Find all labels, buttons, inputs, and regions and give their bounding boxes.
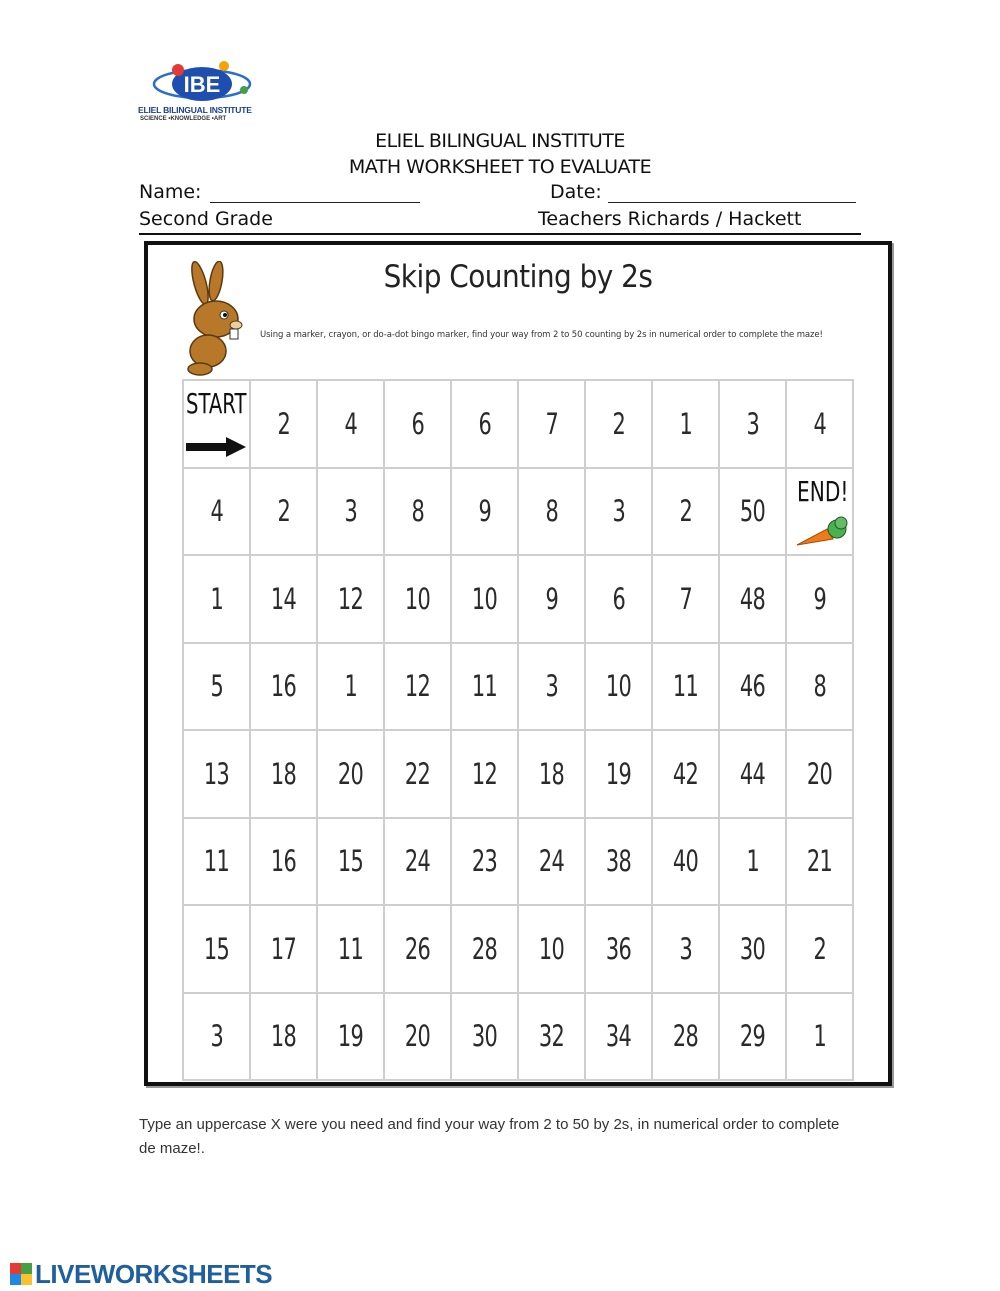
arrow-right-icon: [186, 437, 246, 457]
cell-number: 44: [739, 756, 766, 791]
maze-cell[interactable]: [250, 818, 317, 906]
maze-cell[interactable]: [585, 993, 652, 1081]
cell-number: 3: [679, 931, 692, 966]
cell-number: 20: [337, 756, 364, 791]
maze-cell[interactable]: [317, 905, 384, 993]
maze-cell[interactable]: [518, 818, 585, 906]
liveworksheets-logo-icon: [10, 1263, 32, 1285]
cell-number: 5: [210, 669, 223, 704]
maze-cell[interactable]: [585, 555, 652, 643]
institute-title: ELIEL BILINGUAL INSTITUTE: [375, 130, 625, 152]
maze-cell[interactable]: [317, 818, 384, 906]
maze-cell[interactable]: [719, 993, 786, 1081]
cell-number: 18: [538, 756, 565, 791]
cell-number: 20: [404, 1019, 431, 1054]
maze-cell[interactable]: [250, 555, 317, 643]
cell-number: 20: [806, 756, 833, 791]
maze-cell[interactable]: [250, 905, 317, 993]
end-cell[interactable]: [786, 468, 853, 556]
cell-number: 10: [538, 931, 565, 966]
cell-number: 10: [404, 581, 431, 616]
maze-cell[interactable]: [719, 468, 786, 556]
maze-row: [183, 380, 853, 468]
cell-number: 28: [672, 1019, 699, 1054]
cell-number: 18: [270, 1019, 297, 1054]
cell-number: 21: [806, 844, 833, 879]
cell-number: 2: [813, 931, 826, 966]
cell-number: 17: [270, 931, 297, 966]
maze-cell[interactable]: [585, 730, 652, 818]
maze-cell[interactable]: [786, 905, 853, 993]
maze-cell[interactable]: [317, 555, 384, 643]
maze-row: [183, 905, 853, 993]
maze-cell[interactable]: [250, 468, 317, 556]
maze-cell[interactable]: [451, 643, 518, 731]
maze-cell[interactable]: [384, 818, 451, 906]
cell-number: 24: [538, 844, 565, 879]
cell-number: 7: [545, 406, 558, 441]
maze-cell[interactable]: [183, 468, 250, 556]
cell-number: 4: [813, 406, 826, 441]
cell-number: 18: [270, 756, 297, 791]
cell-number: 15: [203, 931, 230, 966]
maze-title: Skip Counting by 2s: [383, 259, 653, 295]
teachers-label: Teachers Richards / Hackett: [538, 208, 802, 230]
cell-number: 13: [203, 756, 230, 791]
brand-text: LIVEWORKSHEETS: [35, 1258, 273, 1289]
maze-row: [183, 993, 853, 1081]
maze-cell[interactable]: [719, 905, 786, 993]
maze-row: [183, 468, 853, 556]
maze-cell[interactable]: [518, 730, 585, 818]
maze-cell[interactable]: [250, 993, 317, 1081]
logo-tagline: SCIENCE •KNOWLEDGE •ART: [140, 116, 227, 122]
maze-cell[interactable]: [183, 905, 250, 993]
cell-number: 8: [411, 494, 424, 529]
maze-worksheet: [144, 241, 892, 1086]
maze-cell[interactable]: [719, 555, 786, 643]
maze-cell[interactable]: [317, 993, 384, 1081]
cell-number: 1: [210, 581, 223, 616]
maze-cell[interactable]: [317, 380, 384, 468]
cell-number: 3: [344, 494, 357, 529]
cell-number: 48: [739, 581, 766, 616]
maze-cell[interactable]: [384, 643, 451, 731]
end-label: END!: [797, 474, 849, 508]
maze-cell[interactable]: [250, 380, 317, 468]
maze-cell[interactable]: [451, 818, 518, 906]
carrot-icon: [793, 515, 851, 551]
ibe-emblem-icon: [150, 60, 256, 104]
maze-cell[interactable]: [451, 468, 518, 556]
maze-cell[interactable]: [317, 730, 384, 818]
cell-number: 6: [612, 581, 625, 616]
cell-number: 3: [612, 494, 625, 529]
cell-number: 38: [605, 844, 632, 879]
cell-number: 30: [739, 931, 766, 966]
institute-logo: [138, 60, 268, 128]
maze-cell[interactable]: [652, 380, 719, 468]
cell-number: 10: [471, 581, 498, 616]
cell-number: 4: [344, 406, 357, 441]
maze-cell[interactable]: [719, 730, 786, 818]
cell-number: 24: [404, 844, 431, 879]
cell-number: 2: [277, 494, 290, 529]
cell-number: 1: [746, 844, 759, 879]
liveworksheets-brand[interactable]: [10, 1258, 273, 1289]
maze-cell[interactable]: [518, 905, 585, 993]
name-label: Name:: [139, 181, 202, 203]
logo-name: ELIEL BILINGUAL INSTITUTE: [138, 105, 252, 115]
cell-number: 3: [210, 1019, 223, 1054]
maze-row: [183, 555, 853, 643]
maze-cell[interactable]: [719, 643, 786, 731]
cell-number: 12: [404, 669, 431, 704]
cell-number: 6: [411, 406, 424, 441]
cell-number: 34: [605, 1019, 632, 1054]
cell-number: 6: [478, 406, 491, 441]
cell-number: 2: [679, 494, 692, 529]
maze-cell[interactable]: [384, 905, 451, 993]
maze-cell[interactable]: [786, 730, 853, 818]
maze-cell[interactable]: [652, 730, 719, 818]
maze-cell[interactable]: [250, 643, 317, 731]
maze-row: [183, 643, 853, 731]
maze-cell[interactable]: [786, 818, 853, 906]
cell-number: 1: [344, 669, 357, 704]
maze-cell[interactable]: [183, 818, 250, 906]
cell-number: 32: [538, 1019, 565, 1054]
maze-cell[interactable]: [652, 555, 719, 643]
maze-cell[interactable]: [384, 730, 451, 818]
cell-number: 12: [471, 756, 498, 791]
maze-cell[interactable]: [183, 730, 250, 818]
cell-number: 11: [337, 931, 364, 966]
cell-number: 26: [404, 931, 431, 966]
cell-number: 1: [679, 406, 692, 441]
grade-label: Second Grade: [139, 208, 273, 230]
cell-number: 14: [270, 581, 297, 616]
maze-cell[interactable]: [652, 643, 719, 731]
maze-cell[interactable]: [652, 993, 719, 1081]
cell-number: 3: [746, 406, 759, 441]
maze-grid: [182, 379, 854, 1081]
cell-number: 2: [277, 406, 290, 441]
maze-cell[interactable]: [518, 380, 585, 468]
cell-number: 15: [337, 844, 364, 879]
worksheet-title: MATH WORKSHEET TO EVALUATE: [348, 156, 652, 178]
cell-number: 50: [739, 494, 766, 529]
maze-cell[interactable]: [183, 993, 250, 1081]
maze-cell[interactable]: [384, 555, 451, 643]
maze-cell[interactable]: [652, 905, 719, 993]
maze-cell[interactable]: [183, 643, 250, 731]
maze-cell[interactable]: [384, 380, 451, 468]
maze-cell[interactable]: [451, 993, 518, 1081]
maze-cell[interactable]: [518, 643, 585, 731]
maze-cell[interactable]: [719, 380, 786, 468]
cell-number: 11: [672, 669, 699, 704]
maze-cell[interactable]: [585, 905, 652, 993]
maze-cell[interactable]: [451, 730, 518, 818]
date-label: Date:: [550, 181, 602, 203]
cell-number: 19: [605, 756, 632, 791]
maze-cell[interactable]: [786, 643, 853, 731]
maze-cell[interactable]: [585, 818, 652, 906]
cell-number: 16: [270, 669, 297, 704]
maze-row: [183, 818, 853, 906]
maze-cell[interactable]: [518, 555, 585, 643]
cell-number: 12: [337, 581, 364, 616]
cell-number: 1: [813, 1019, 826, 1054]
cell-number: 9: [478, 494, 491, 529]
maze-cell[interactable]: [518, 468, 585, 556]
maze-row: [183, 730, 853, 818]
cell-number: 11: [203, 844, 230, 879]
maze-cell[interactable]: [451, 380, 518, 468]
date-blank-line[interactable]: [608, 202, 856, 203]
maze-instructions: Using a marker, crayon, or do-a-dot bingo marker, find your way from 2 to 50 counting by 2s in numerical order to complete the maze!: [260, 330, 823, 340]
cell-number: 4: [210, 494, 223, 529]
maze-cell[interactable]: [317, 468, 384, 556]
maze-cell[interactable]: [652, 818, 719, 906]
maze-cell[interactable]: [585, 643, 652, 731]
cell-number: 29: [739, 1019, 766, 1054]
cell-number: 28: [471, 931, 498, 966]
svg-text:IBE: IBE: [183, 72, 221, 97]
maze-cell[interactable]: [786, 993, 853, 1081]
cell-number: 10: [605, 669, 632, 704]
maze-cell[interactable]: [384, 993, 451, 1081]
cell-number: 9: [813, 581, 826, 616]
cell-number: 9: [545, 581, 558, 616]
cell-number: 2: [612, 406, 625, 441]
cell-number: 11: [471, 669, 498, 704]
cell-number: 30: [471, 1019, 498, 1054]
maze-cell[interactable]: [451, 555, 518, 643]
maze-cell[interactable]: [786, 555, 853, 643]
maze-cell[interactable]: [719, 818, 786, 906]
cell-number: 8: [813, 669, 826, 704]
maze-cell[interactable]: [384, 468, 451, 556]
cell-number: 8: [545, 494, 558, 529]
maze-cell[interactable]: [183, 555, 250, 643]
cell-number: 23: [471, 844, 498, 879]
cell-number: 3: [545, 669, 558, 704]
maze-cell[interactable]: [585, 380, 652, 468]
maze-cell[interactable]: [585, 468, 652, 556]
cell-number: 22: [404, 756, 431, 791]
maze-cell[interactable]: [518, 993, 585, 1081]
header-divider: [139, 233, 861, 235]
cell-number: 40: [672, 844, 699, 879]
cell-number: 42: [672, 756, 699, 791]
start-cell[interactable]: [183, 380, 250, 468]
cell-number: 19: [337, 1019, 364, 1054]
cell-number: 46: [739, 669, 766, 704]
maze-cell[interactable]: [317, 643, 384, 731]
name-blank-line[interactable]: [210, 202, 420, 203]
maze-cell[interactable]: [652, 468, 719, 556]
cell-number: 7: [679, 581, 692, 616]
maze-cell[interactable]: [786, 380, 853, 468]
task-instructions: Type an uppercase X were you need and find your way from 2 to 50 by 2s, in numerical order to complete de maze!.: [139, 1116, 840, 1157]
maze-cell[interactable]: [250, 730, 317, 818]
cell-number: 16: [270, 844, 297, 879]
cell-number: 36: [605, 931, 632, 966]
start-label: START: [186, 387, 247, 420]
maze-cell[interactable]: [451, 905, 518, 993]
